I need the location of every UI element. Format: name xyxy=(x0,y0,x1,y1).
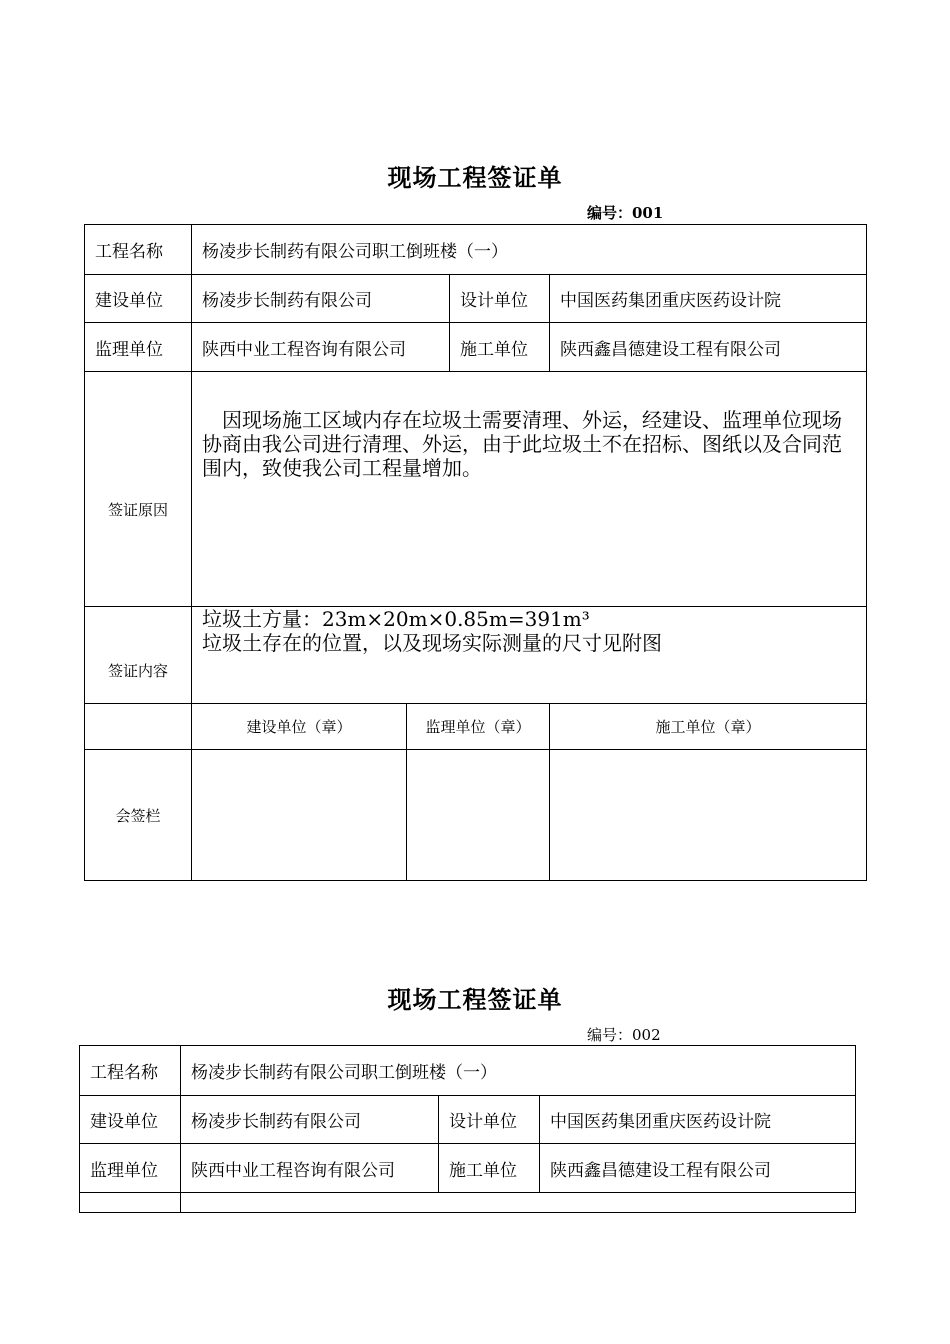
form2-design-label: 设计单位 xyxy=(439,1096,540,1144)
form2-next-row-value xyxy=(181,1193,856,1213)
form2-title: 现场工程签证单 xyxy=(387,985,563,1014)
form1-sign-blank-cell xyxy=(85,704,192,750)
form1-countersign-label: 会签栏 xyxy=(85,750,192,881)
form2-project-value: 杨凌步长制药有限公司职工倒班楼（一） xyxy=(181,1046,856,1096)
form2-table xyxy=(79,1045,856,1213)
form1-serial-number: 编号：001 xyxy=(587,204,664,222)
form2-client-label: 建设单位 xyxy=(80,1096,181,1144)
form1-supervisor-label: 监理单位 xyxy=(85,323,192,372)
form1-content-line1: 垃圾土方量：23m×20m×0.85m=391m³ xyxy=(202,607,590,631)
form2-project-label: 工程名称 xyxy=(80,1046,181,1096)
form1-client-value: 杨凌步长制药有限公司 xyxy=(192,275,450,323)
form1-sign-supervisor-header: 监理单位（章） xyxy=(407,704,550,750)
form1-supervisor-signature-box[interactable] xyxy=(407,750,550,881)
form1-title: 现场工程签证单 xyxy=(387,163,563,192)
form1-reason-label: 签证原因 xyxy=(85,372,192,607)
form1-contractor-label: 施工单位 xyxy=(450,323,550,372)
form2-client-value: 杨凌步长制药有限公司 xyxy=(181,1096,439,1144)
form1-reason-text: 因现场施工区域内存在垃圾土需要清理、外运，经建设、监理单位现场协商由我公司进行清理、外运，由于此垃圾土不在招标、图纸以及合同范围内，致使我公司工程量增加。 xyxy=(192,372,867,607)
form1-client-signature-box[interactable] xyxy=(192,750,407,881)
form2-contractor-value: 陕西鑫昌德建设工程有限公司 xyxy=(540,1144,856,1193)
form1-content-line2: 垃圾土存在的位置，以及现场实际测量的尺寸见附图 xyxy=(202,631,662,655)
form1-client-label: 建设单位 xyxy=(85,275,192,323)
form2-design-value: 中国医药集团重庆医药设计院 xyxy=(540,1096,856,1144)
form1-supervisor-value: 陕西中业工程咨询有限公司 xyxy=(192,323,450,372)
form1-content-cell xyxy=(192,607,867,704)
form1-project-label: 工程名称 xyxy=(85,225,192,275)
form1-table xyxy=(84,224,867,881)
form1-sign-contractor-header: 施工单位（章） xyxy=(550,704,867,750)
form2-next-row-label xyxy=(80,1193,181,1213)
form1-design-label: 设计单位 xyxy=(450,275,550,323)
form2-serial-number: 编号：002 xyxy=(587,1026,661,1044)
form2-contractor-label: 施工单位 xyxy=(439,1144,540,1193)
form2-supervisor-label: 监理单位 xyxy=(80,1144,181,1193)
form1-contractor-signature-box[interactable] xyxy=(550,750,867,881)
form1-contractor-value: 陕西鑫昌德建设工程有限公司 xyxy=(550,323,867,372)
form1-design-value: 中国医药集团重庆医药设计院 xyxy=(550,275,867,323)
form1-project-value: 杨凌步长制药有限公司职工倒班楼（一） xyxy=(192,225,867,275)
form1-content-label: 签证内容 xyxy=(85,607,192,704)
form1-sign-client-header: 建设单位（章） xyxy=(192,704,407,750)
form2-supervisor-value: 陕西中业工程咨询有限公司 xyxy=(181,1144,439,1193)
